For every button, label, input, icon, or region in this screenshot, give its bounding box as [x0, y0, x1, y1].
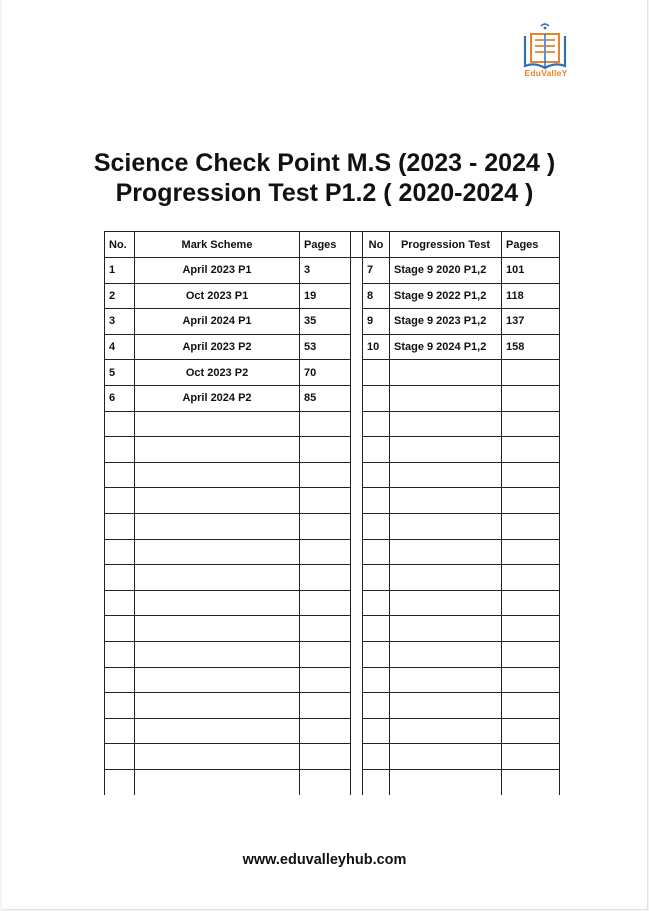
column-gap [351, 488, 363, 514]
cell-no-right [363, 360, 390, 386]
cell-progression-test: Stage 9 2024 P1,2 [390, 334, 502, 360]
cell-pages-right [502, 513, 560, 539]
cell-pages [300, 539, 351, 565]
table-row [105, 513, 560, 539]
cell-no [105, 411, 135, 437]
cell-mark-scheme: April 2024 P2 [135, 385, 300, 411]
cell-mark-scheme [135, 462, 300, 488]
cell-pages [300, 488, 351, 514]
table-row [105, 360, 560, 386]
cell-progression-test [390, 693, 502, 719]
column-gap [351, 539, 363, 565]
table-row [105, 488, 560, 514]
cell-mark-scheme [135, 744, 300, 770]
cell-mark-scheme [135, 769, 300, 795]
cell-pages-right [502, 667, 560, 693]
header-no: No. [105, 232, 135, 258]
cell-pages-right: 137 [502, 309, 560, 335]
cell-no-right [363, 641, 390, 667]
table-row [105, 641, 560, 667]
cell-no-right [363, 462, 390, 488]
cell-pages: 53 [300, 334, 351, 360]
cell-mark-scheme [135, 437, 300, 463]
cell-pages-right [502, 437, 560, 463]
column-gap [351, 232, 363, 258]
cell-no-right [363, 565, 390, 591]
cell-no [105, 744, 135, 770]
cell-no-right [363, 693, 390, 719]
cell-no [105, 488, 135, 514]
cell-progression-test [390, 385, 502, 411]
table-row [105, 385, 560, 411]
cell-pages-right [502, 744, 560, 770]
cell-pages [300, 744, 351, 770]
cell-pages [300, 667, 351, 693]
cell-mark-scheme [135, 513, 300, 539]
cell-mark-scheme [135, 539, 300, 565]
table-row [105, 437, 560, 463]
cell-pages: 85 [300, 385, 351, 411]
cell-mark-scheme [135, 590, 300, 616]
cell-no [105, 718, 135, 744]
cell-no-right: 7 [363, 258, 390, 284]
cell-pages [300, 718, 351, 744]
cell-pages: 19 [300, 283, 351, 309]
cell-progression-test [390, 769, 502, 795]
column-gap [351, 437, 363, 463]
cell-pages-right [502, 539, 560, 565]
cell-pages-right [502, 462, 560, 488]
cell-no [105, 513, 135, 539]
cell-progression-test [390, 565, 502, 591]
cell-no-right [363, 488, 390, 514]
cell-mark-scheme: Oct 2023 P2 [135, 360, 300, 386]
cell-no-right: 10 [363, 334, 390, 360]
header-pages-left: Pages [300, 232, 351, 258]
column-gap [351, 385, 363, 411]
column-gap [351, 462, 363, 488]
cell-progression-test [390, 488, 502, 514]
cell-pages [300, 565, 351, 591]
cell-pages [300, 411, 351, 437]
cell-mark-scheme: April 2023 P1 [135, 258, 300, 284]
cell-no [105, 667, 135, 693]
cell-no-right [363, 411, 390, 437]
title-line-2: Progression Test P1.2 ( 2020-2024 ) [115, 179, 534, 207]
cell-no [105, 565, 135, 591]
cell-no-right [363, 385, 390, 411]
table-row [105, 462, 560, 488]
cell-mark-scheme: April 2023 P2 [135, 334, 300, 360]
cell-no [105, 590, 135, 616]
cell-no [105, 616, 135, 642]
cell-progression-test: Stage 9 2022 P1,2 [390, 283, 502, 309]
cell-no [105, 769, 135, 795]
cell-pages: 35 [300, 309, 351, 335]
cell-no [105, 641, 135, 667]
cell-mark-scheme: Oct 2023 P1 [135, 283, 300, 309]
column-gap [351, 744, 363, 770]
header-no-right: No [363, 232, 390, 258]
header-pages-right: Pages [502, 232, 560, 258]
cell-progression-test: Stage 9 2020 P1,2 [390, 258, 502, 284]
cell-pages: 70 [300, 360, 351, 386]
cell-no: 5 [105, 360, 135, 386]
table-row [105, 590, 560, 616]
cell-pages [300, 513, 351, 539]
cell-mark-scheme [135, 667, 300, 693]
cell-progression-test [390, 590, 502, 616]
cell-pages [300, 590, 351, 616]
cell-no-right: 9 [363, 309, 390, 335]
table-row [105, 718, 560, 744]
cell-no: 6 [105, 385, 135, 411]
cell-no: 4 [105, 334, 135, 360]
title-line-1: Science Check Point M.S (2023 - 2024 ) [93, 149, 556, 177]
cell-no: 2 [105, 283, 135, 309]
cell-pages-right [502, 565, 560, 591]
cell-no: 3 [105, 309, 135, 335]
column-gap [351, 334, 363, 360]
table-row [105, 539, 560, 565]
footer-website-url: www.eduvalleyhub.com [242, 852, 407, 868]
column-gap [351, 590, 363, 616]
cell-progression-test [390, 616, 502, 642]
cell-progression-test [390, 513, 502, 539]
cell-progression-test [390, 718, 502, 744]
table-row [105, 309, 560, 335]
cell-no-right [363, 744, 390, 770]
cell-no-right [363, 769, 390, 795]
cell-progression-test [390, 539, 502, 565]
table-row [105, 283, 560, 309]
cell-no-right [363, 437, 390, 463]
table-row [105, 667, 560, 693]
cell-progression-test [390, 667, 502, 693]
cell-no: 1 [105, 258, 135, 284]
cell-mark-scheme [135, 641, 300, 667]
cell-pages-right [502, 718, 560, 744]
cell-progression-test [390, 411, 502, 437]
header-mark-scheme: Mark Scheme [135, 232, 300, 258]
cell-pages [300, 437, 351, 463]
cell-pages-right [502, 769, 560, 795]
header-progression-test: Progression Test [390, 232, 502, 258]
cell-mark-scheme: April 2024 P1 [135, 309, 300, 335]
cell-no [105, 539, 135, 565]
table-row [105, 693, 560, 719]
table-header-row [105, 232, 560, 258]
cell-pages-right: 101 [502, 258, 560, 284]
cell-no-right [363, 616, 390, 642]
cell-pages-right [502, 590, 560, 616]
cell-mark-scheme [135, 565, 300, 591]
cell-progression-test [390, 462, 502, 488]
cell-pages [300, 693, 351, 719]
table-row [105, 258, 560, 284]
cell-pages [300, 616, 351, 642]
cell-no [105, 693, 135, 719]
table-row [105, 769, 560, 795]
cell-pages-right [502, 385, 560, 411]
cell-no-right [363, 539, 390, 565]
table-row [105, 411, 560, 437]
cell-no-right [363, 513, 390, 539]
column-gap [351, 360, 363, 386]
cell-pages-right [502, 411, 560, 437]
column-gap [351, 411, 363, 437]
column-gap [351, 769, 363, 795]
cell-no-right [363, 718, 390, 744]
cell-pages-right [502, 616, 560, 642]
logo-brand-text: EduValleY [524, 68, 568, 78]
page-title [0, 148, 649, 208]
column-gap [351, 667, 363, 693]
column-gap [351, 513, 363, 539]
cell-pages-right: 118 [502, 283, 560, 309]
cell-pages: 3 [300, 258, 351, 284]
cell-pages-right: 158 [502, 334, 560, 360]
cell-mark-scheme [135, 718, 300, 744]
cell-mark-scheme [135, 693, 300, 719]
cell-pages [300, 462, 351, 488]
table-row [105, 616, 560, 642]
column-gap [351, 258, 363, 284]
cell-progression-test [390, 641, 502, 667]
table-row [105, 334, 560, 360]
column-gap [351, 641, 363, 667]
cell-progression-test [390, 360, 502, 386]
cell-no-right [363, 667, 390, 693]
cell-progression-test [390, 437, 502, 463]
cell-mark-scheme [135, 411, 300, 437]
cell-pages-right [502, 360, 560, 386]
cell-no [105, 462, 135, 488]
cell-mark-scheme [135, 616, 300, 642]
column-gap [351, 283, 363, 309]
table-row [105, 565, 560, 591]
cell-pages [300, 641, 351, 667]
table-row [105, 744, 560, 770]
cell-pages [300, 769, 351, 795]
cell-no [105, 437, 135, 463]
cell-progression-test [390, 744, 502, 770]
cell-no-right: 8 [363, 283, 390, 309]
column-gap [351, 565, 363, 591]
cell-no-right [363, 590, 390, 616]
contents-table [104, 231, 560, 795]
column-gap [351, 693, 363, 719]
cell-pages-right [502, 693, 560, 719]
column-gap [351, 309, 363, 335]
cell-progression-test: Stage 9 2023 P1,2 [390, 309, 502, 335]
cell-mark-scheme [135, 488, 300, 514]
column-gap [351, 616, 363, 642]
column-gap [351, 718, 363, 744]
cell-pages-right [502, 641, 560, 667]
cell-pages-right [502, 488, 560, 514]
